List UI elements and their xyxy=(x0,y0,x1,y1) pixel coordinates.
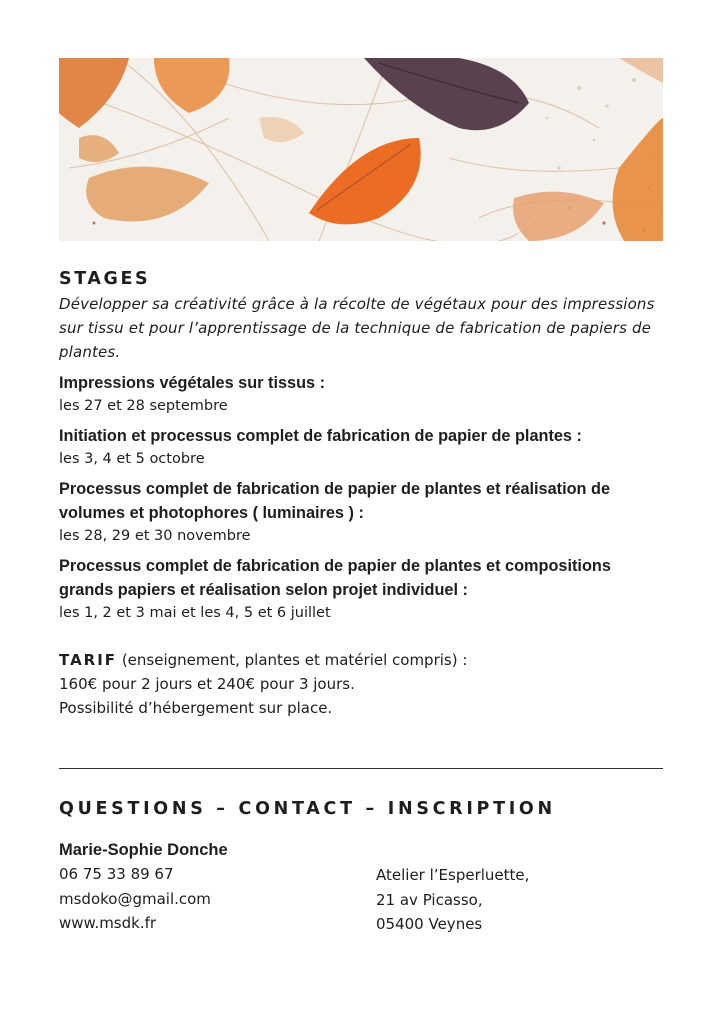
address-line: 05400 Veynes xyxy=(376,915,483,933)
contact-phone: 06 75 33 89 67 xyxy=(59,865,174,883)
tarif-lodging: Possibilité d’hébergement sur place. xyxy=(59,699,333,717)
stages-intro: Développer sa créativité grâce à la récolte de végétaux pour des impressions sur tissu et pour l’apprentissage de la technique de fabrication de papiers de plantes. xyxy=(59,295,655,361)
pressed-leaves-photo xyxy=(59,58,663,241)
course-title: Processus complet de fabrication de papier de plantes et compositions xyxy=(59,557,611,575)
course-title: Impressions végétales sur tissus : xyxy=(59,374,326,392)
stages-heading: STAGES xyxy=(59,269,151,289)
course-title: Initiation et processus complet de fabrication de papier de plantes : xyxy=(59,427,582,445)
stages-section xyxy=(59,268,669,720)
tarif-line xyxy=(59,648,669,672)
course-date: les 28, 29 et 30 novembre xyxy=(59,528,251,544)
header-image xyxy=(59,58,663,241)
course-item xyxy=(59,554,669,624)
contact-details xyxy=(59,862,211,936)
course-item xyxy=(59,371,669,417)
tarif-note: (enseignement, plantes et matériel compris) : xyxy=(117,651,468,669)
contact-heading: QUESTIONS – CONTACT – INSCRIPTION xyxy=(59,799,556,819)
course-date: les 3, 4 et 5 octobre xyxy=(59,451,205,467)
course-date: les 27 et 28 septembre xyxy=(59,398,228,414)
course-title-line-2: volumes et photophores ( luminaires ) : xyxy=(59,504,364,522)
contact-address xyxy=(376,863,529,937)
course-item xyxy=(59,424,669,470)
address-line: Atelier l’Esperluette, xyxy=(376,866,530,884)
address-line: 21 av Picasso, xyxy=(376,890,483,909)
tarif-block xyxy=(59,648,669,720)
course-title-line-2: grands papiers et réalisation selon projet individuel : xyxy=(59,581,468,599)
contact-name: Marie-Sophie Donche xyxy=(59,841,228,859)
course-item xyxy=(59,477,669,547)
section-divider xyxy=(59,768,663,769)
course-date: les 1, 2 et 3 mai et les 4, 5 et 6 juillet xyxy=(59,605,331,621)
contact-website[interactable]: www.msdk.fr xyxy=(59,914,157,932)
tarif-label: TARIF xyxy=(59,651,118,669)
course-title: Processus complet de fabrication de papier de plantes et réalisation de xyxy=(59,480,611,498)
contact-email[interactable]: msdoko@gmail.com xyxy=(59,889,211,908)
tarif-price: 160€ pour 2 jours et 240€ pour 3 jours. xyxy=(59,675,355,693)
